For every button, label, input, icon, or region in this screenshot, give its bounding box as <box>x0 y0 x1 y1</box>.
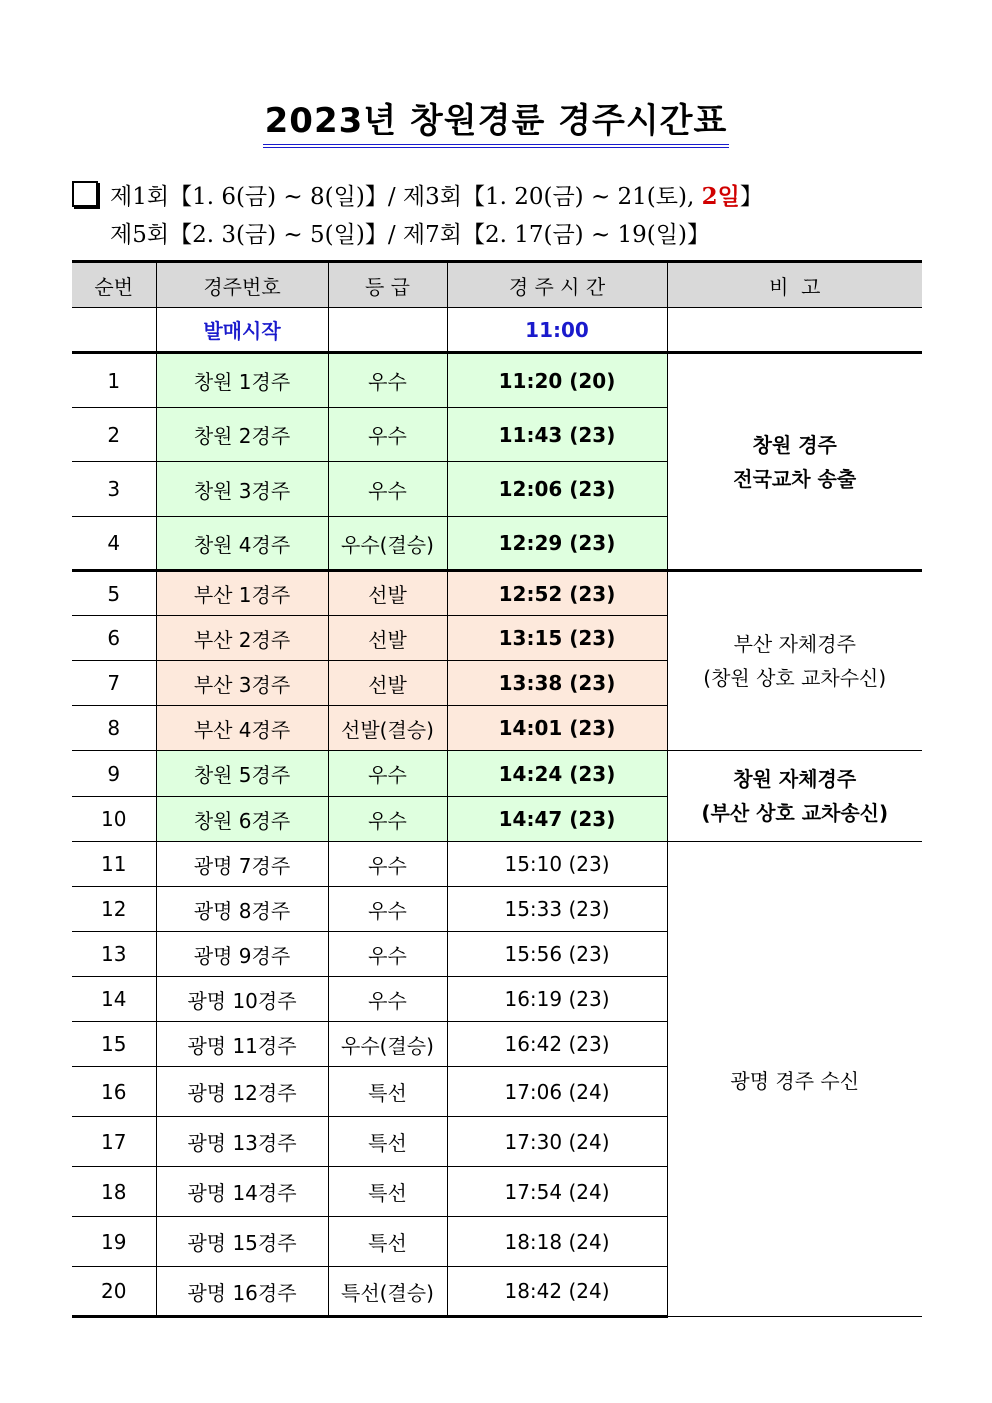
table-row <box>72 751 922 797</box>
sale-start-time: 11:00 <box>447 308 667 353</box>
row-grade: 우수 <box>328 408 447 462</box>
row-no: 10 <box>72 797 156 842</box>
sale-start-label: 발매시작 <box>156 308 328 353</box>
row-race: 광명 14경주 <box>156 1167 328 1217</box>
table-row <box>72 571 922 616</box>
title-text: 2023년 창원경륜 경주시간표 <box>263 100 730 148</box>
page-title <box>0 100 992 148</box>
row-race: 광명 8경주 <box>156 887 328 932</box>
row-no: 15 <box>72 1022 156 1067</box>
row-grade: 우수 <box>328 751 447 797</box>
row-grade: 선발 <box>328 571 447 616</box>
row-grade: 특선 <box>328 1167 447 1217</box>
row-race: 광명 7경주 <box>156 842 328 887</box>
row-time: 15:10 (23) <box>447 842 667 887</box>
row-no: 16 <box>72 1067 156 1117</box>
header-race: 경주번호 <box>156 262 328 308</box>
row-no: 17 <box>72 1117 156 1167</box>
row-grade: 우수 <box>328 797 447 842</box>
row-time: 14:24 (23) <box>447 751 667 797</box>
header-time: 경 주 시 간 <box>447 262 667 308</box>
row-time: 15:56 (23) <box>447 932 667 977</box>
row-grade: 특선 <box>328 1117 447 1167</box>
row-time: 11:20 (20) <box>447 353 667 408</box>
header-no: 순번 <box>72 262 156 308</box>
row-time: 13:15 (23) <box>447 616 667 661</box>
row-race: 창원 2경주 <box>156 408 328 462</box>
row-no: 18 <box>72 1167 156 1217</box>
row-no: 2 <box>72 408 156 462</box>
schedule-text: 제1회【1. 6(금) ~ 8(일)】/ 제3회【1. 20(금) ~ 21(토), <box>110 184 702 210</box>
remark-busan-self: 부산 자체경주 (창원 상호 교차수신) <box>667 571 922 751</box>
row-time: 18:42 (24) <box>447 1267 667 1317</box>
row-race: 광명 12경주 <box>156 1067 328 1117</box>
row-time: 17:06 (24) <box>447 1067 667 1117</box>
row-race: 부산 2경주 <box>156 616 328 661</box>
row-grade: 우수 <box>328 353 447 408</box>
row-no: 14 <box>72 977 156 1022</box>
row-grade: 우수 <box>328 887 447 932</box>
row-no: 12 <box>72 887 156 932</box>
row-no: 3 <box>72 462 156 517</box>
row-time: 12:06 (23) <box>447 462 667 517</box>
table-row <box>72 842 922 887</box>
schedule-highlight: 2일 <box>701 183 740 210</box>
row-race: 광명 13경주 <box>156 1117 328 1167</box>
row-grade: 우수(결승) <box>328 517 447 571</box>
schedule-line-2 <box>72 216 763 254</box>
row-grade: 선발 <box>328 616 447 661</box>
row-no: 6 <box>72 616 156 661</box>
header-grade: 등 급 <box>328 262 447 308</box>
race-schedule-table <box>72 260 922 1318</box>
row-grade: 우수 <box>328 932 447 977</box>
row-race: 부산 4경주 <box>156 706 328 751</box>
row-time: 13:38 (23) <box>447 661 667 706</box>
row-race: 창원 3경주 <box>156 462 328 517</box>
remark-gwangmyeong: 광명 경주 수신 <box>667 842 922 1317</box>
row-grade: 우수 <box>328 842 447 887</box>
row-time: 16:19 (23) <box>447 977 667 1022</box>
sale-start-row <box>72 308 922 353</box>
checkbox-icon <box>72 181 98 207</box>
row-no: 20 <box>72 1267 156 1317</box>
row-no: 5 <box>72 571 156 616</box>
row-grade: 선발 <box>328 661 447 706</box>
row-grade: 우수 <box>328 977 447 1022</box>
row-race: 광명 9경주 <box>156 932 328 977</box>
schedule-line-1 <box>72 178 763 216</box>
row-time: 12:52 (23) <box>447 571 667 616</box>
row-race: 창원 4경주 <box>156 517 328 571</box>
row-time: 14:47 (23) <box>447 797 667 842</box>
row-race: 광명 10경주 <box>156 977 328 1022</box>
row-no: 9 <box>72 751 156 797</box>
row-time: 14:01 (23) <box>447 706 667 751</box>
row-time: 11:43 (23) <box>447 408 667 462</box>
row-race: 광명 16경주 <box>156 1267 328 1317</box>
row-no: 11 <box>72 842 156 887</box>
remark-changwon-self: 창원 자체경주 (부산 상호 교차송신) <box>667 751 922 842</box>
row-race: 광명 15경주 <box>156 1217 328 1267</box>
row-race: 창원 6경주 <box>156 797 328 842</box>
row-no: 7 <box>72 661 156 706</box>
row-grade: 우수(결승) <box>328 1022 447 1067</box>
row-time: 16:42 (23) <box>447 1022 667 1067</box>
row-no: 1 <box>72 353 156 408</box>
row-time: 17:30 (24) <box>447 1117 667 1167</box>
remark-changwon-broadcast: 창원 경주 전국교차 송출 <box>667 353 922 571</box>
row-race: 창원 1경주 <box>156 353 328 408</box>
row-grade: 특선(결승) <box>328 1267 447 1317</box>
row-grade: 선발(결승) <box>328 706 447 751</box>
row-time: 15:33 (23) <box>447 887 667 932</box>
row-time: 12:29 (23) <box>447 517 667 571</box>
row-grade: 특선 <box>328 1067 447 1117</box>
table-header-row <box>72 262 922 308</box>
row-time: 17:54 (24) <box>447 1167 667 1217</box>
row-grade: 특선 <box>328 1217 447 1267</box>
row-no: 13 <box>72 932 156 977</box>
row-race: 부산 1경주 <box>156 571 328 616</box>
row-no: 8 <box>72 706 156 751</box>
row-no: 4 <box>72 517 156 571</box>
schedule-text: 제5회【2. 3(금) ~ 5(일)】/ 제7회【2. 17(금) ~ 19(일)】 <box>110 222 710 248</box>
header-remark: 비 고 <box>667 262 922 308</box>
row-time: 18:18 (24) <box>447 1217 667 1267</box>
row-race: 광명 11경주 <box>156 1022 328 1067</box>
row-grade: 우수 <box>328 462 447 517</box>
row-race: 창원 5경주 <box>156 751 328 797</box>
schedule-block <box>72 178 763 254</box>
row-no: 19 <box>72 1217 156 1267</box>
schedule-bracket: 】 <box>739 184 763 210</box>
row-race: 부산 3경주 <box>156 661 328 706</box>
table-row <box>72 353 922 408</box>
